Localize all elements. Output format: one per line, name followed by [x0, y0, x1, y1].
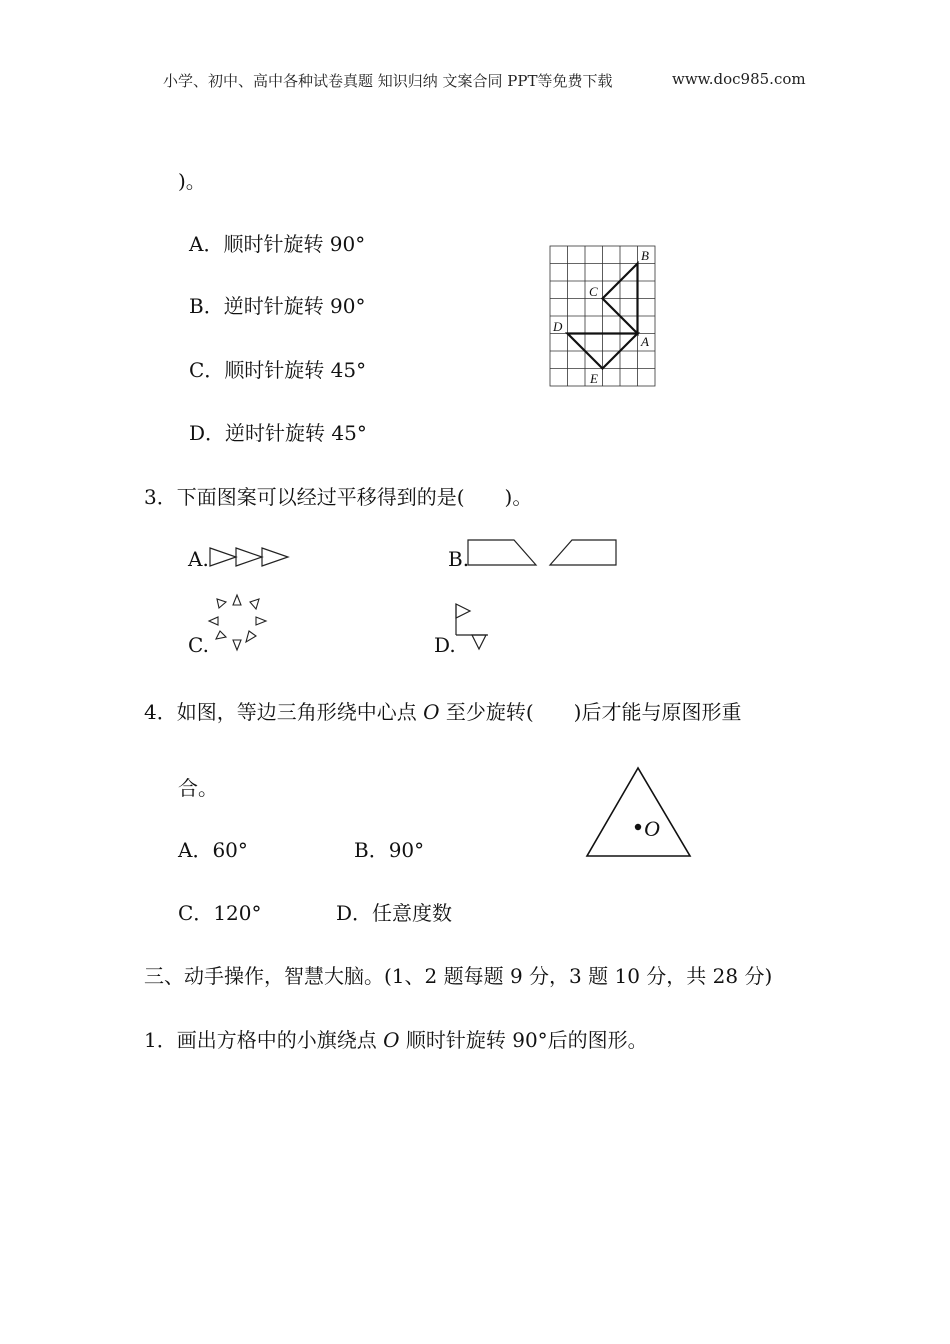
- q4-option-a-label: A．: [178, 838, 213, 862]
- center-point: [635, 824, 641, 830]
- equilateral-triangle: [587, 768, 690, 856]
- q2-option-b-label: B．: [189, 294, 224, 318]
- label-c: C: [589, 284, 598, 299]
- q2-option-d-label: D．: [189, 421, 226, 445]
- q4-stem-point: O: [423, 700, 440, 724]
- q2-option-d[interactable]: [189, 417, 367, 446]
- label-d: D: [553, 319, 563, 334]
- q2-option-a[interactable]: [189, 228, 365, 257]
- s3-q1-part1: 1．画出方格中的小旗绕点: [144, 1028, 384, 1052]
- q4-option-a[interactable]: [178, 834, 248, 863]
- label-b: B: [641, 248, 649, 263]
- q2-option-c[interactable]: [189, 354, 366, 383]
- q4-option-b-label: B．: [354, 838, 389, 862]
- q4-option-d[interactable]: [336, 897, 452, 926]
- q4-stem-line1: [144, 696, 741, 725]
- q2-option-a-label: A．: [189, 232, 224, 256]
- q4-option-d-text: 任意度数: [372, 901, 453, 925]
- q4-option-c[interactable]: [178, 897, 262, 926]
- label-e: E: [590, 371, 598, 386]
- q4-option-c-text: 120°: [213, 901, 262, 925]
- s3-q1-point: O: [383, 1028, 400, 1052]
- q3-option-d-figure: [452, 602, 496, 654]
- q2-option-b[interactable]: [189, 290, 366, 319]
- s3-q1-stem: [144, 1024, 648, 1053]
- q3-option-b-figure: [466, 538, 626, 570]
- q4-option-b-text: 90°: [388, 838, 425, 862]
- q4-option-b[interactable]: [354, 834, 424, 863]
- q2-grid-figure: [548, 244, 658, 390]
- q2-option-d-text: 逆时针旋转 45°: [225, 421, 367, 445]
- q3-option-a-label[interactable]: A.: [188, 547, 209, 571]
- q4-option-c-label: C．: [178, 901, 214, 925]
- header-text: 小学、初中、高中各种试卷真题 知识归纳 文案合同 PPT等免费下载: [163, 72, 613, 90]
- q4-option-d-label: D．: [336, 901, 373, 925]
- q3-option-d-label[interactable]: D.: [434, 633, 456, 657]
- s3-q1-part2: 顺时针旋转 90°后的图形。: [399, 1028, 648, 1052]
- section3-title: 三、动手操作，智慧大脑。(1、2 题每题 9 分，3 题 10 分，共 28 分): [144, 964, 773, 988]
- q4-stem-part1: 4．如图，等边三角形绕中心点: [144, 700, 424, 724]
- q3-option-a-figure: [208, 545, 298, 569]
- q2-option-c-label: C．: [189, 358, 225, 382]
- q3-option-b-label[interactable]: B.: [448, 547, 470, 571]
- q2-stem-continuation: )。: [178, 169, 206, 193]
- q4-triangle-figure: [584, 764, 694, 860]
- grid-lines: [550, 246, 655, 386]
- q2-option-a-text: 顺时针旋转 90°: [223, 232, 366, 256]
- q4-stem-part2: 至少旋转( )后才能与原图形重: [439, 700, 742, 724]
- q3-option-c-label[interactable]: C.: [188, 633, 209, 657]
- q3-stem: 3．下面图案可以经过平移得到的是( )。: [144, 485, 533, 509]
- center-label: O: [644, 816, 660, 841]
- q4-option-a-text: 60°: [212, 838, 248, 862]
- q2-option-b-text: 逆时针旋转 90°: [223, 294, 366, 318]
- header-url[interactable]: www.doc985.com: [672, 70, 806, 88]
- label-a: A: [641, 334, 649, 349]
- q4-stem-line2: 合。: [178, 776, 218, 800]
- q2-option-c-text: 顺时针旋转 45°: [224, 358, 367, 382]
- q3-option-c-figure: [206, 590, 272, 654]
